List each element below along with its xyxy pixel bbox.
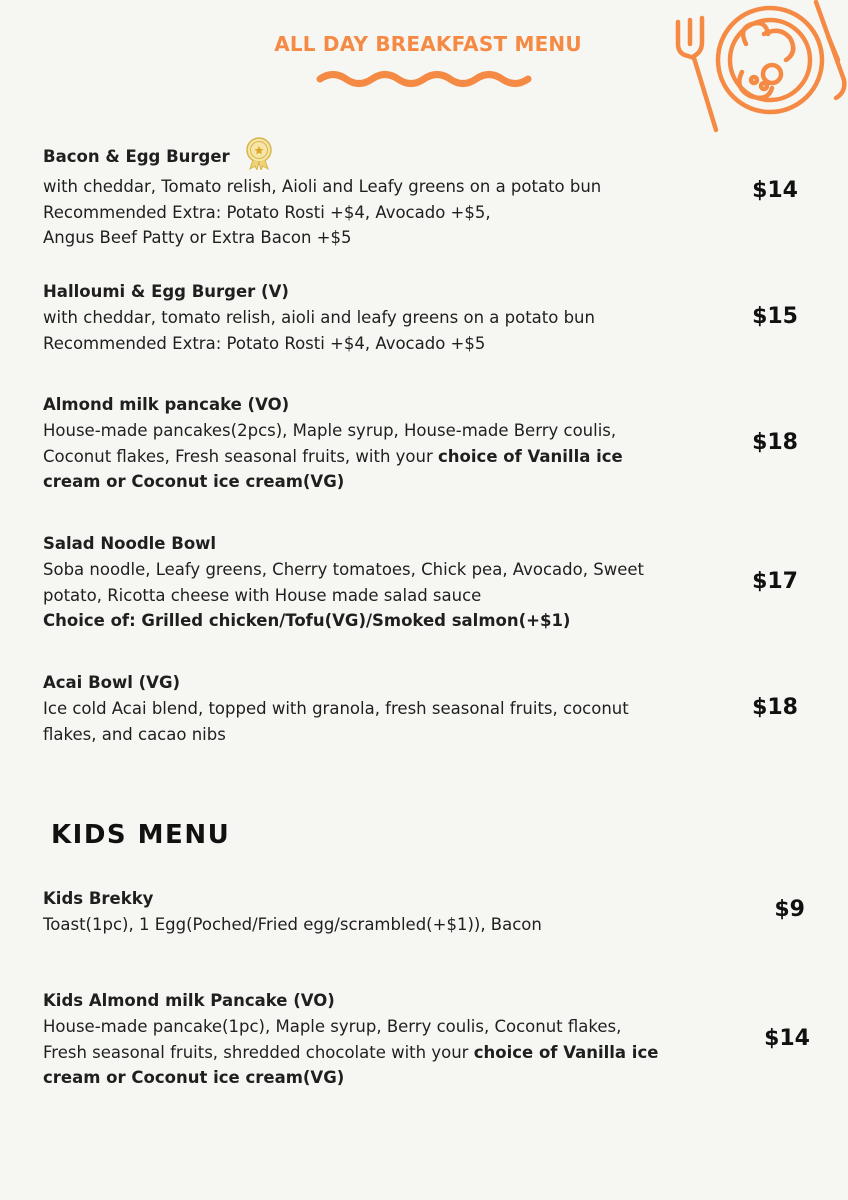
item-price: $14: [752, 178, 798, 203]
item-price: $18: [752, 695, 798, 720]
item-description: with cheddar, Tomato relish, Aioli and Leafy greens on a potato bun Recommended Extra: Potato Rosti +$4, Avocado +$5, Angus Beef Patty or Extra Bacon +$5: [43, 177, 602, 247]
item-name: Halloumi & Egg Burger (V): [43, 282, 289, 301]
item-name: Almond milk pancake (VO): [43, 395, 290, 414]
item-name: Bacon & Egg Burger: [43, 140, 723, 174]
item-description: Toast(1pc), 1 Egg(Poched/Fried egg/scrambled(+$1)), Bacon: [43, 915, 542, 934]
item-price: $15: [752, 304, 798, 329]
kids-menu-heading: KIDS MENU: [51, 820, 231, 850]
item-description: with cheddar, tomato relish, aioli and leafy greens on a potato bun Recommended Extra: Potato Rosti +$4, Avocado +$5: [43, 308, 595, 353]
item-description: House-made pancake(1pc), Maple syrup, Berry coulis, Coconut flakes, Fresh seasonal fruits, shredded chocolate with your choice of Vanilla ice cream or Coconut ice cream(VG): [43, 1017, 659, 1087]
menu-item: [43, 140, 723, 251]
menu-item: [43, 531, 723, 634]
item-price: $9: [774, 897, 805, 922]
menu-item: [43, 670, 723, 747]
item-name: Acai Bowl (VG): [43, 673, 181, 692]
item-price: $18: [752, 430, 798, 455]
item-name: Salad Noodle Bowl: [43, 534, 217, 553]
item-name: Kids Brekky: [43, 889, 154, 908]
item-price: $17: [752, 569, 798, 594]
wave-divider: [316, 68, 532, 90]
menu-item: [43, 886, 723, 938]
item-price: $14: [764, 1026, 810, 1051]
item-description: House-made pancakes(2pcs), Maple syrup, House-made Berry coulis, Coconut flakes, Fresh seasonal fruits, with your choice of Vanilla ice cream or Coconut ice cream(VG): [43, 421, 623, 491]
menu-title: ALL DAY BREAKFAST MENU: [274, 32, 582, 56]
best-award-medal-icon: [244, 136, 274, 170]
item-name: Kids Almond milk Pancake (VO): [43, 991, 335, 1010]
menu-item: [43, 392, 723, 495]
plate-fork-knife-icon: [668, 0, 848, 140]
menu-item: [43, 279, 723, 356]
item-description: Ice cold Acai blend, topped with granola, fresh seasonal fruits, coconut flakes, and cacao nibs: [43, 699, 629, 744]
item-description: Soba noodle, Leafy greens, Cherry tomatoes, Chick pea, Avocado, Sweet potato, Ricotta cheese with House made salad sauce Choice of: Grilled chicken/Tofu(VG)/Smoked salmon(+$1): [43, 560, 644, 630]
menu-item: [43, 988, 723, 1091]
